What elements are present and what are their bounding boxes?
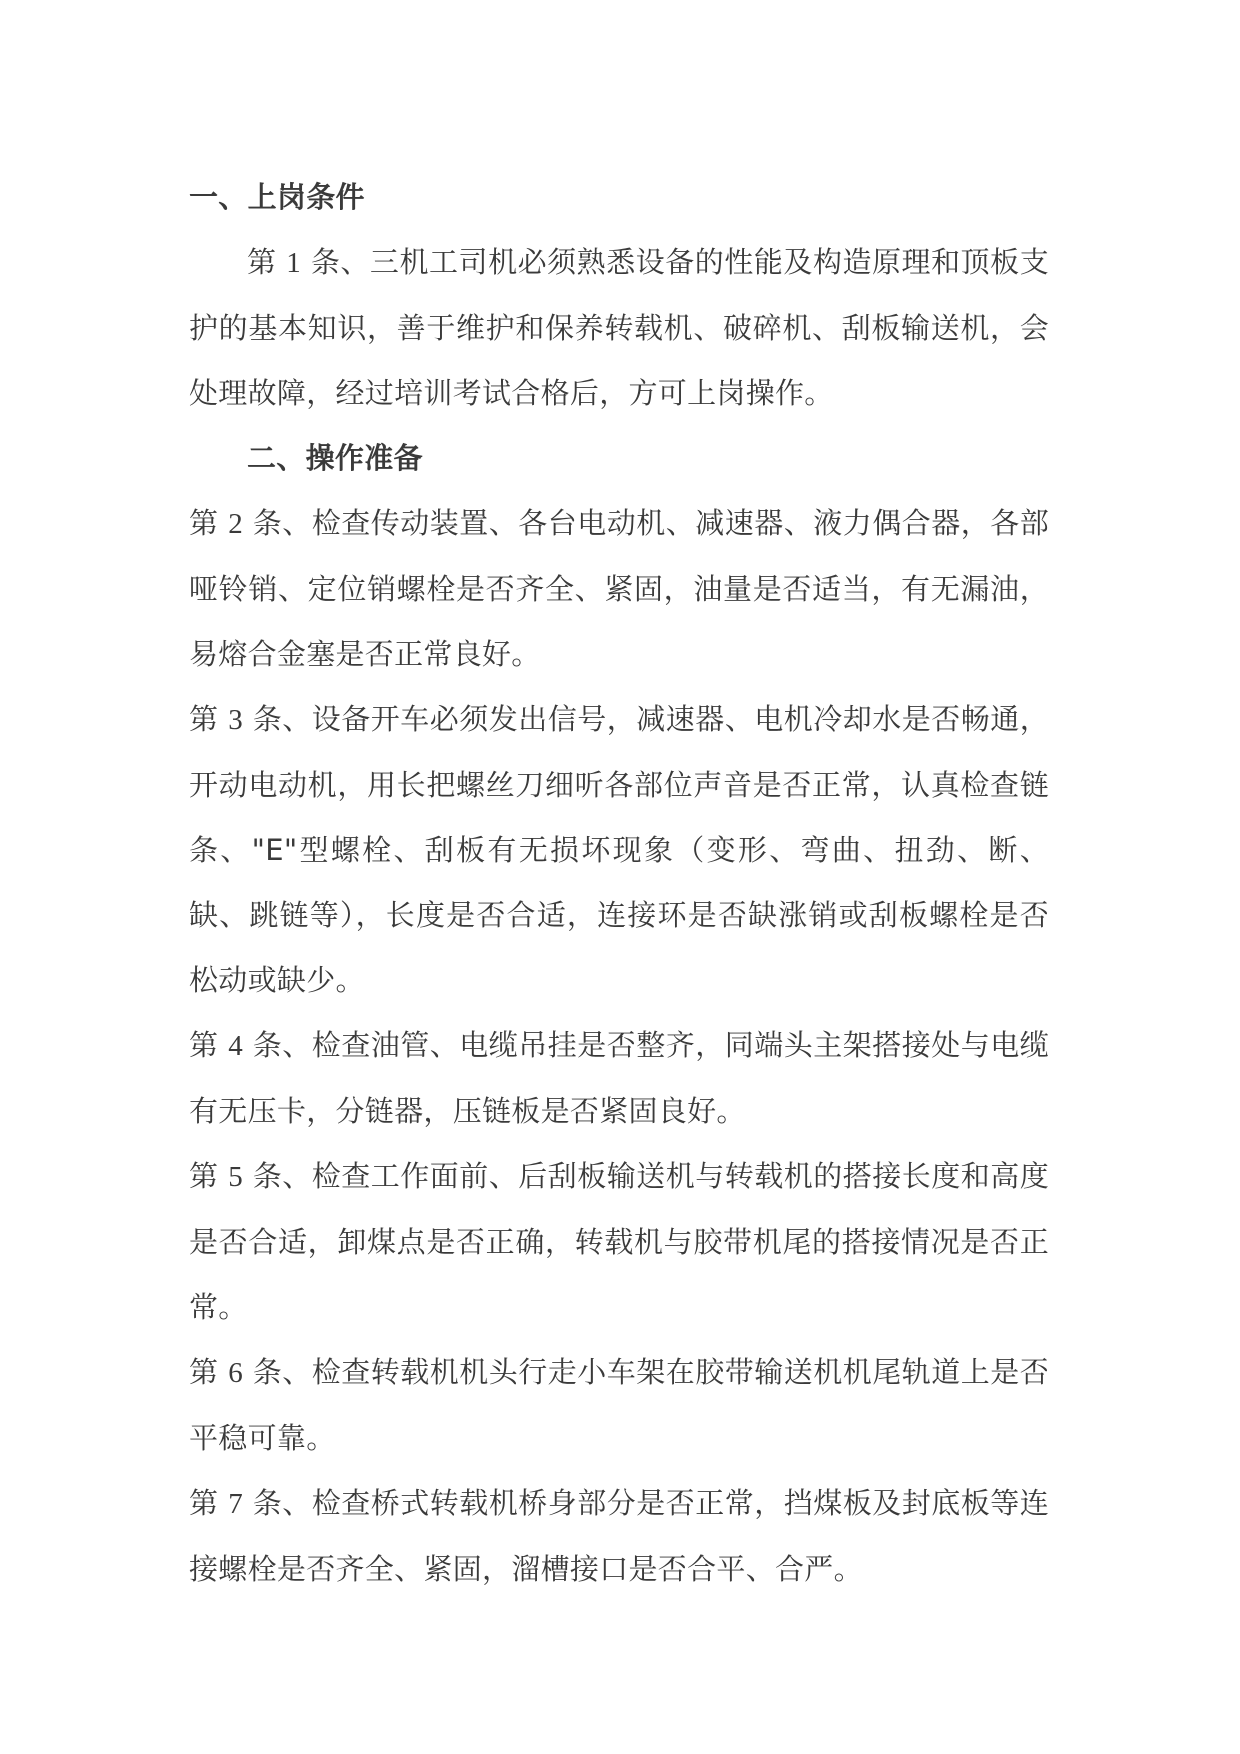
article-4 [189,1013,1049,1144]
article-7-number: 7 [228,1488,244,1520]
article-6-text: 条、检查转载机机头行走小车架在胶带输送机机尾轨道上是否平稳可靠。 [189,1355,1049,1455]
article-7-text: 条、检查桥式转载机桥身部分是否正常，挡煤板及封底板等连接螺栓是否齐全、紧固，溜槽接口是否合平、合严。 [189,1486,1049,1586]
article-2 [189,491,1049,687]
article-1-prefix: 第 [247,245,287,279]
article-7 [189,1471,1049,1602]
article-5-number: 5 [228,1161,244,1193]
section-heading-qualifications: 一、上岗条件 [189,180,365,214]
document-page [189,165,1049,1602]
article-5-text: 条、检查工作面前、后刮板输送机与转载机的搭接长度和高度是否合适，卸煤点是否正确，转载机与胶带机尾的搭接情况是否正常。 [189,1159,1049,1324]
article-6 [189,1340,1049,1471]
article-3 [189,687,1049,1013]
article-6-prefix: 第 [189,1355,229,1389]
article-6-number: 6 [228,1357,244,1389]
article-2-prefix: 第 [189,506,229,540]
article-1-text: 条、三机工司机必须熟悉设备的性能及构造原理和顶板支护的基本知识，善于维护和保养转载机、破碎机、刮板输送机，会处理故障，经过培训考试合格后，方可上岗操作。 [189,245,1049,410]
article-2-text: 条、检查传动装置、各台电动机、减速器、液力偶合器，各部哑铃销、定位销螺栓是否齐全、紧固，油量是否适当，有无漏油，易熔合金塞是否正常良好。 [189,506,1049,671]
article-3-text: 条、设备开车必须发出信号，减速器、电机冷却水是否畅通，开动电动机，用长把螺丝刀细听各部位声音是否正常，认真检查链条、"E"型螺栓、刮板有无损坏现象（变形、弯曲、扭劲、断、缺、跳链等），长度是否合适，连接环是否缺涨销或刮板螺栓是否松动或缺少。 [189,702,1049,997]
article-3-number: 3 [228,704,244,736]
section-heading-preparation: 二、操作准备 [247,441,423,475]
article-5-prefix: 第 [189,1159,229,1193]
article-7-prefix: 第 [189,1486,229,1520]
article-4-text: 条、检查油管、电缆吊挂是否整齐，同端头主架搭接处与电缆有无压卡，分链器，压链板是否紧固良好。 [189,1028,1049,1128]
article-4-prefix: 第 [189,1028,229,1062]
article-1 [189,230,1049,426]
article-1-number: 1 [286,247,302,279]
article-4-number: 4 [228,1030,244,1062]
article-5 [189,1144,1049,1340]
article-3-prefix: 第 [189,702,229,736]
article-2-number: 2 [228,508,244,540]
